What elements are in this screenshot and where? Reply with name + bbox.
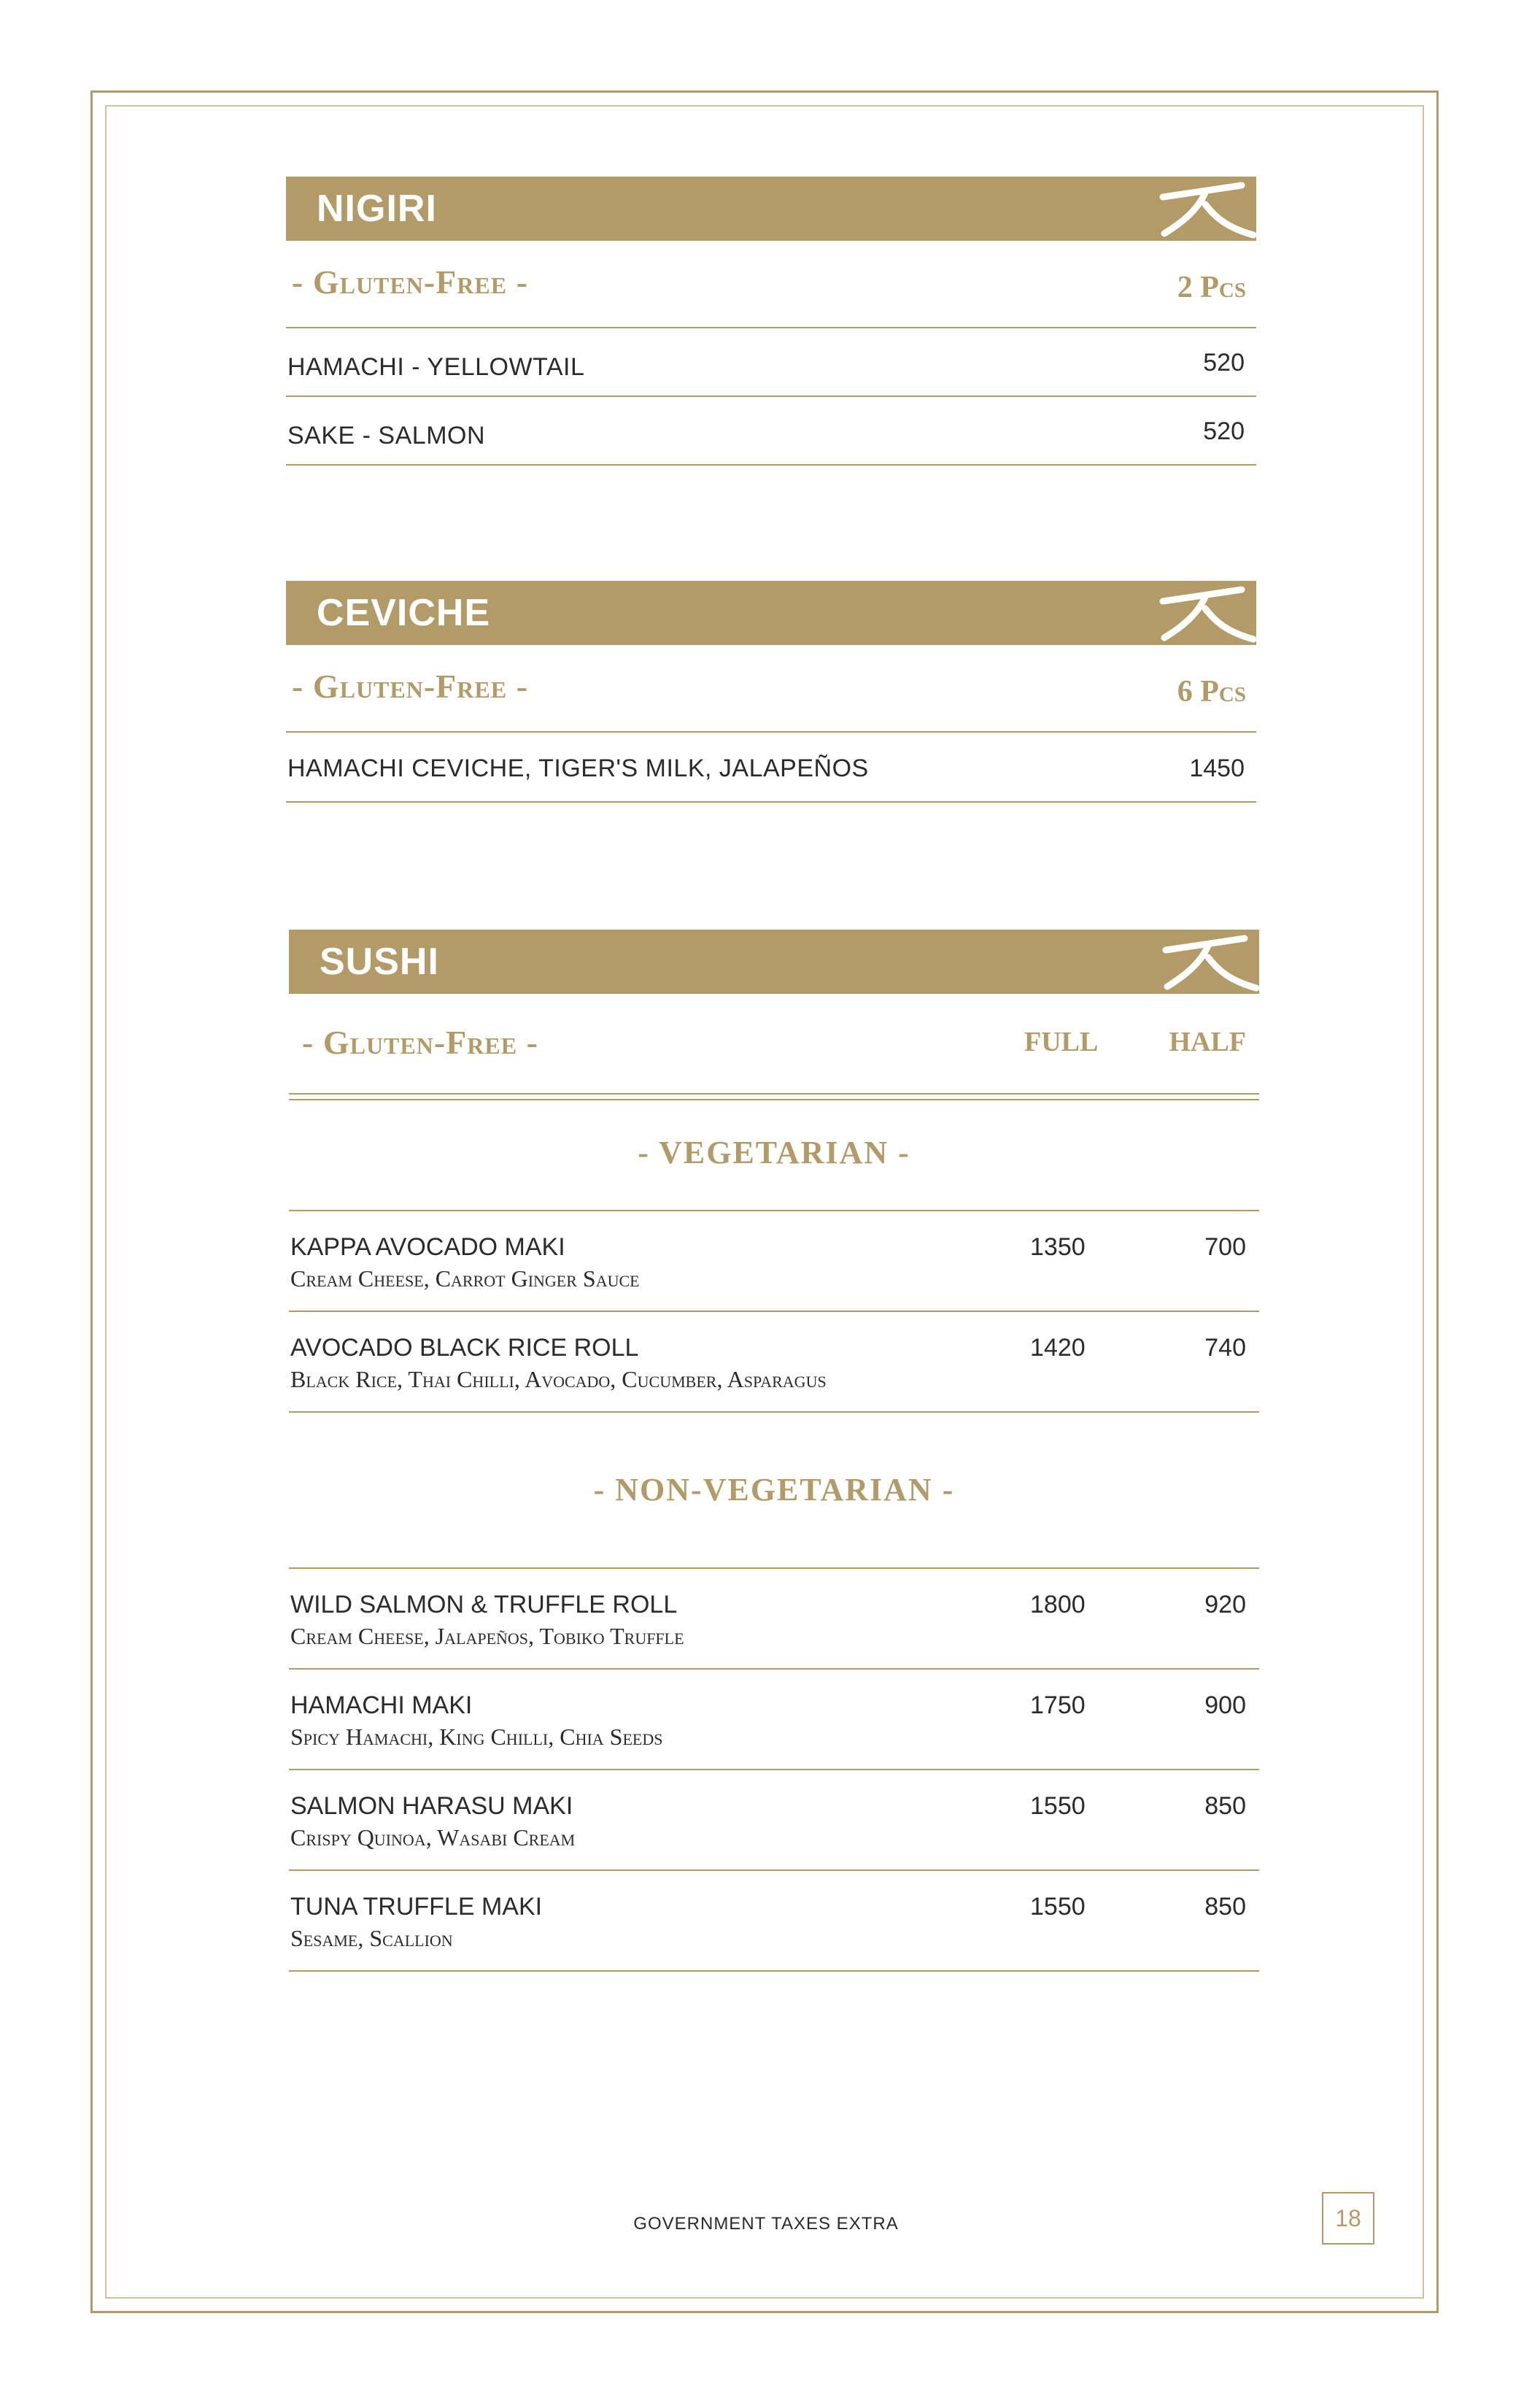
item-name: SALMON HARASU MAKI <box>290 1792 573 1820</box>
menu-item <box>286 397 1256 466</box>
item-name: TUNA TRUFFLE MAKI <box>290 1893 543 1921</box>
item-description: Black Rice, Thai Chilli, Avocado, Cucumber, Asparagus <box>290 1366 827 1392</box>
ceviche-section <box>286 581 1256 803</box>
item-name: WILD SALMON & TRUFFLE ROLL <box>290 1591 678 1618</box>
nigiri-pieces-label: 2 Pcs <box>1177 271 1246 304</box>
menu-item <box>289 1871 1259 1972</box>
item-description: Crispy Quinoa, Wasabi Cream <box>290 1824 576 1851</box>
item-half-price: 850 <box>1204 1893 1246 1921</box>
non-vegetarian-heading: - NON-VEGETARIAN - <box>593 1472 955 1508</box>
item-description: Cream Cheese, Carrot Ginger Sauce <box>290 1265 640 1292</box>
item-description: Cream Cheese, Jalapeños, Tobiko Truffle <box>290 1623 684 1649</box>
ceviche-banner <box>286 581 1256 645</box>
item-name: HAMACHI CEVICHE, TIGER'S MILK, JALAPEÑOS <box>287 755 869 782</box>
sushi-subheader <box>289 994 1259 1093</box>
brand-kanji-icon <box>1154 581 1256 645</box>
page-number: 18 <box>1322 2192 1374 2245</box>
sushi-gluten-free-label: - Gluten-Free - <box>302 1024 538 1061</box>
menu-item <box>289 1569 1259 1670</box>
vegetarian-heading: - VEGETARIAN - <box>638 1135 910 1170</box>
item-name: KAPPA AVOCADO MAKI <box>290 1233 565 1261</box>
item-half-price: 850 <box>1204 1792 1246 1820</box>
nigiri-banner <box>286 177 1256 241</box>
item-price: 520 <box>1203 349 1245 377</box>
item-half-price: 740 <box>1204 1334 1246 1362</box>
menu-item <box>286 733 1256 803</box>
item-full-price: 1550 <box>1030 1893 1086 1921</box>
item-half-price: 700 <box>1204 1233 1246 1261</box>
item-description: Sesame, Scallion <box>290 1925 453 1951</box>
sushi-double-divider <box>289 1093 1259 1100</box>
nigiri-gluten-free-label: - Gluten-Free - <box>292 263 528 301</box>
menu-item <box>286 328 1256 397</box>
brand-kanji-icon <box>1154 177 1256 241</box>
item-full-price: 1420 <box>1030 1334 1086 1362</box>
ceviche-title: CEVICHE <box>317 592 491 634</box>
ceviche-gluten-free-label: - Gluten-Free - <box>292 668 528 705</box>
sushi-section <box>289 930 1259 1972</box>
sushi-title: SUSHI <box>320 941 439 983</box>
item-full-price: 1800 <box>1030 1591 1086 1618</box>
item-name: AVOCADO BLACK RICE ROLL <box>290 1334 639 1362</box>
col-half-header: HALF <box>1169 1027 1246 1057</box>
item-name: HAMACHI - YELLOWTAIL <box>287 353 585 381</box>
item-price: 1450 <box>1189 755 1245 782</box>
item-full-price: 1350 <box>1030 1233 1086 1261</box>
taxes-note: GOVERNMENT TAXES EXTRA <box>633 2214 899 2234</box>
nigiri-title: NIGIRI <box>317 188 437 230</box>
item-price: 520 <box>1203 417 1245 445</box>
item-full-price: 1550 <box>1030 1792 1086 1820</box>
item-half-price: 920 <box>1204 1591 1246 1618</box>
item-half-price: 900 <box>1204 1691 1246 1719</box>
item-full-price: 1750 <box>1030 1691 1086 1719</box>
sushi-banner <box>289 930 1259 994</box>
ceviche-pieces-label: 6 Pcs <box>1177 675 1246 709</box>
col-full-header: FULL <box>1024 1027 1099 1057</box>
menu-item <box>289 1670 1259 1770</box>
menu-item <box>289 1312 1259 1413</box>
ceviche-subheader <box>286 645 1256 731</box>
item-name: HAMACHI MAKI <box>290 1691 473 1719</box>
nigiri-section <box>286 177 1256 466</box>
nigiri-subheader <box>286 241 1256 327</box>
menu-item <box>289 1211 1259 1312</box>
menu-item <box>289 1770 1259 1871</box>
item-description: Spicy Hamachi, King Chilli, Chia Seeds <box>290 1724 663 1750</box>
item-name: SAKE - SALMON <box>287 422 486 449</box>
brand-kanji-icon <box>1157 930 1259 994</box>
